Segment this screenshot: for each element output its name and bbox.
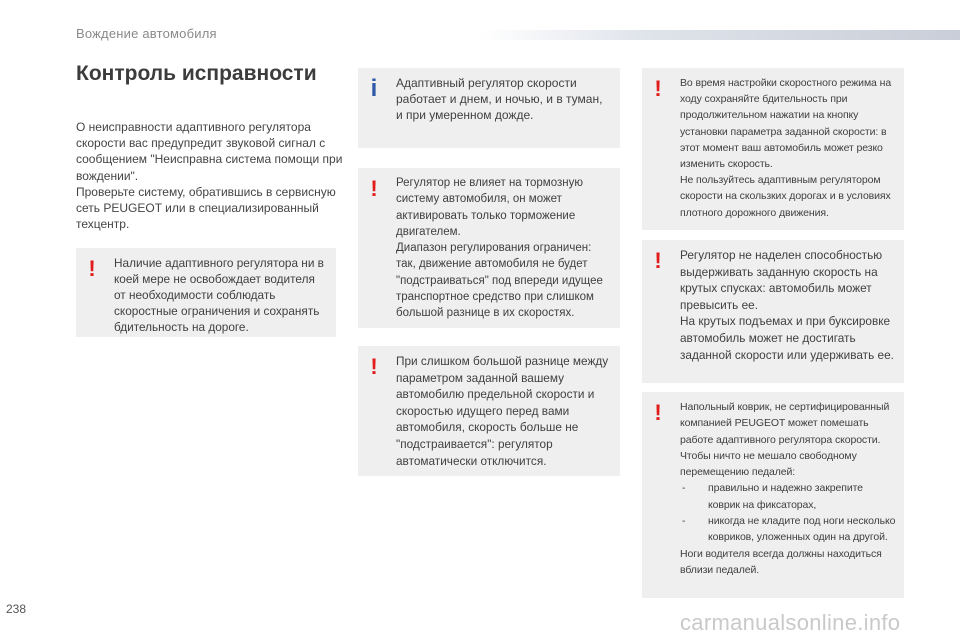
intro-paragraph: Проверьте систему, обратившись в сервисную сеть PEUGEOT или в специализированный техцентр. xyxy=(76,184,336,232)
info-text: Адаптивный регулятор скорости работает и днем, и ночью, и в туман, и при умеренном дожде. xyxy=(396,76,603,122)
list-item xyxy=(680,513,896,546)
warning-icon: ! xyxy=(88,256,96,281)
warning-icon: ! xyxy=(370,176,378,201)
watermark: carmanualsonline.info xyxy=(680,610,901,635)
warning-text: На крутых подъемах и при буксировке автомобиль может не достигать заданной скорости или удерживать ее. xyxy=(680,314,894,362)
warning-box-braking xyxy=(358,168,620,328)
warning-text: Регулятор не влияет на тормозную систему автомобиля, он может активировать только торможение двигателем. xyxy=(396,177,583,238)
list-item-text: правильно и надежно закрепите коврик на фиксаторах, xyxy=(708,482,863,511)
list-dash: - xyxy=(682,482,686,495)
info-icon: i xyxy=(370,75,378,102)
warning-text: Наличие адаптивного регулятора ни в коей мере не освобождает водителя от необходимости соблюдать скоростные ограничения и сохранять бдительность на дороге. xyxy=(114,256,324,334)
warning-text: Напольный коврик, не сертифицированный компанией PEUGEOT может помешать работе адаптивного регулятора скорости. xyxy=(680,401,890,446)
warning-box-slopes xyxy=(642,240,904,383)
warning-box-speed-difference xyxy=(358,346,620,476)
warning-text: Ноги водителя всегда должны находиться вблизи педалей. xyxy=(680,547,882,576)
warning-icon: ! xyxy=(654,400,662,425)
warning-text: При слишком большой разнице между параметром заданной вашему автомобилю предельной скорости и скоростью идущего перед вами автомобиля, скорость больше не "подстраивается": регулятор автоматически отключится. xyxy=(396,354,609,468)
intro-text xyxy=(76,119,346,232)
list-item xyxy=(680,480,896,513)
page-title: Контроль исправности xyxy=(76,62,317,85)
warning-icon: ! xyxy=(654,76,662,101)
warning-text: Чтобы ничто не мешало свободному перемещению педалей: xyxy=(680,449,857,479)
page-number: 238 xyxy=(6,602,27,616)
warning-icon: ! xyxy=(370,354,378,379)
info-box-conditions xyxy=(358,68,620,148)
intro-paragraph: О неисправности адаптивного регулятора скорости вас предупредит звуковой сигнал с сообщением "Неисправна система помощи при вождении". xyxy=(76,120,343,183)
list-item-text: никогда не кладите под ноги несколько ковриков, уложенных один на другой. xyxy=(708,515,896,544)
warning-box-speed-setting xyxy=(642,68,904,230)
list-dash: - xyxy=(682,515,686,528)
warning-text: Не пользуйтесь адаптивным регулятором скорости на скользких дорогах и в условиях плотного дорожного движения. xyxy=(680,174,891,219)
warning-box-driver-responsibility xyxy=(76,248,336,337)
section-header: Вождение автомобиля xyxy=(76,26,217,41)
header-decor-bar xyxy=(480,30,960,40)
warning-text: Диапазон регулирования ограничен: так, движение автомобиля не будет "подстраиваться" под впереди идущее транспортное средство при слишком большой разнице в их скоростях. xyxy=(396,242,603,320)
warning-text: Регулятор не наделен способностью выдерживать заданную скорость на крутых спусках: автомобиль может превысить ее. xyxy=(680,248,883,312)
warning-text: Во время настройки скоростного режима на ходу сохраняйте бдительность при продолжительном нажатии на кнопку установки параметра заданной скорости: в этот момент ваш автомобиль может резко изменить скорость. xyxy=(680,77,892,171)
warning-icon: ! xyxy=(654,248,662,273)
warning-box-floor-mat xyxy=(642,392,904,598)
